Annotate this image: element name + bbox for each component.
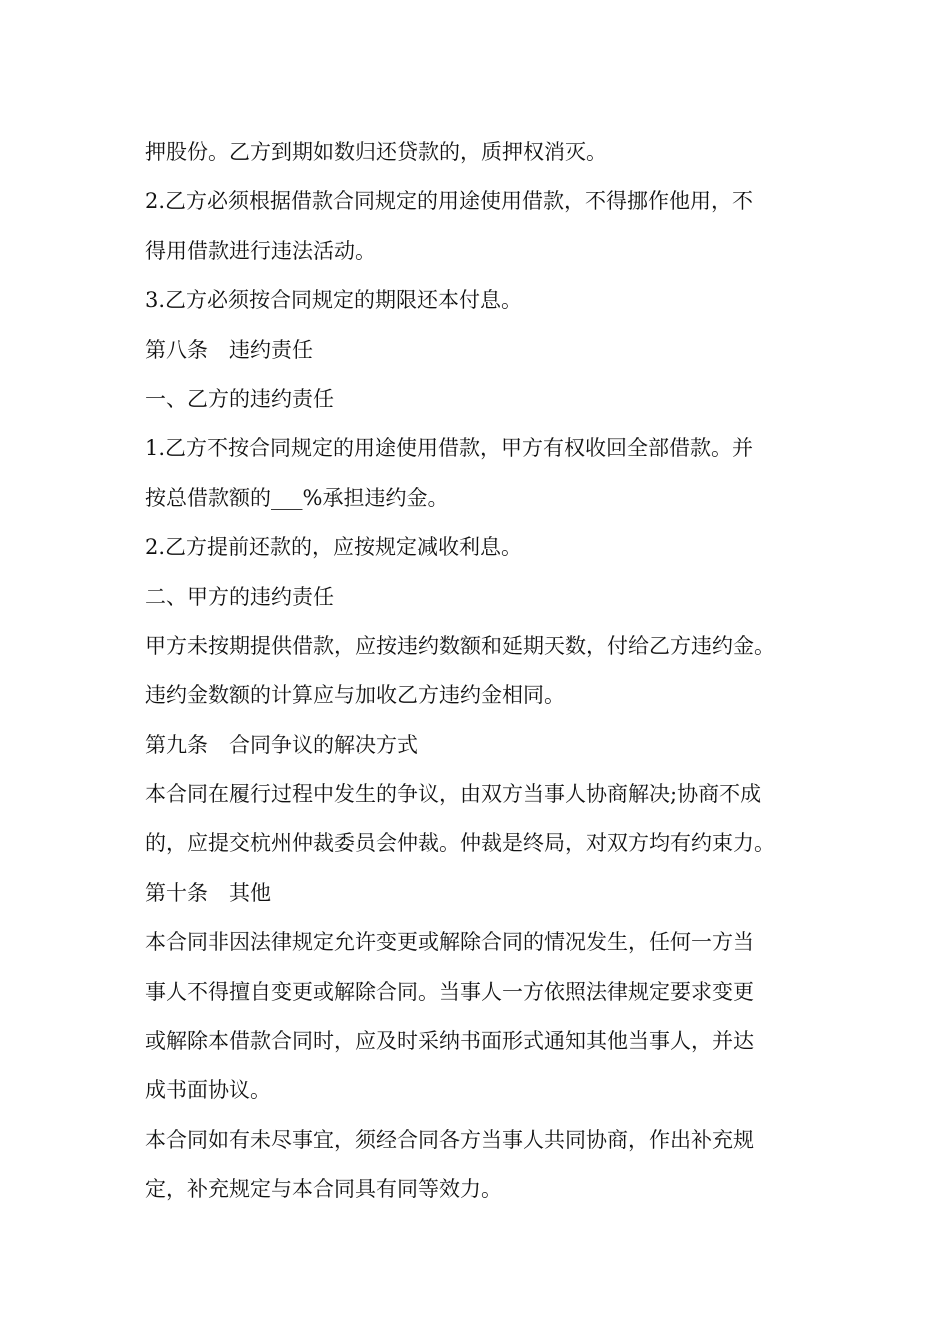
section-heading: 二、甲方的违约责任: [145, 584, 334, 609]
text-line: 3.乙方必须按合同规定的期限还本付息。: [145, 288, 523, 313]
text-line: 定，补充规定与本合同具有同等效力。: [145, 1177, 502, 1202]
document-page: [145, 128, 825, 1215]
article-heading: 第十条 其他: [145, 880, 271, 905]
text-line: 违约金数额的计算应与加收乙方违约金相同。: [145, 683, 565, 708]
text-line: 或解除本借款合同时，应及时采纳书面形式通知其他当事人，并达: [145, 1029, 754, 1054]
text-line: 押股份。乙方到期如数归还贷款的，质押权消灭。: [145, 140, 607, 164]
text-line: 1.乙方不按合同规定的用途使用借款，甲方有权收回全部借款。并: [145, 436, 754, 461]
text-line: 本合同如有未尽事宜，须经合同各方当事人共同协商，作出补充规: [145, 1127, 754, 1152]
text-line: 本合同非因法律规定允许变更或解除合同的情况发生，任何一方当: [145, 930, 754, 955]
article-heading: 第九条 合同争议的解决方式: [145, 732, 418, 757]
section-heading: 一、乙方的违约责任: [145, 386, 334, 411]
text-line: 甲方未按期提供借款，应按违约数额和延期天数，付给乙方违约金。: [145, 633, 775, 658]
text-line: 的，应提交杭州仲裁委员会仲裁。仲裁是终局，对双方均有约束力。: [145, 831, 775, 856]
text-line: 成书面协议。: [145, 1078, 271, 1103]
text-line: 事人不得擅自变更或解除合同。当事人一方依照法律规定要求变更: [145, 979, 754, 1004]
article-heading: 第八条 违约责任: [145, 337, 313, 362]
text-line: 2.乙方必须根据借款合同规定的用途使用借款，不得挪作他用，不: [145, 189, 754, 214]
text-line: 按总借款额的___%承担违约金。: [145, 485, 449, 510]
text-line: 2.乙方提前还款的，应按规定减收利息。: [145, 535, 523, 560]
text-line: 本合同在履行过程中发生的争议，由双方当事人协商解决;协商不成: [145, 782, 762, 807]
text-line: 得用借款进行违法活动。: [145, 238, 376, 263]
